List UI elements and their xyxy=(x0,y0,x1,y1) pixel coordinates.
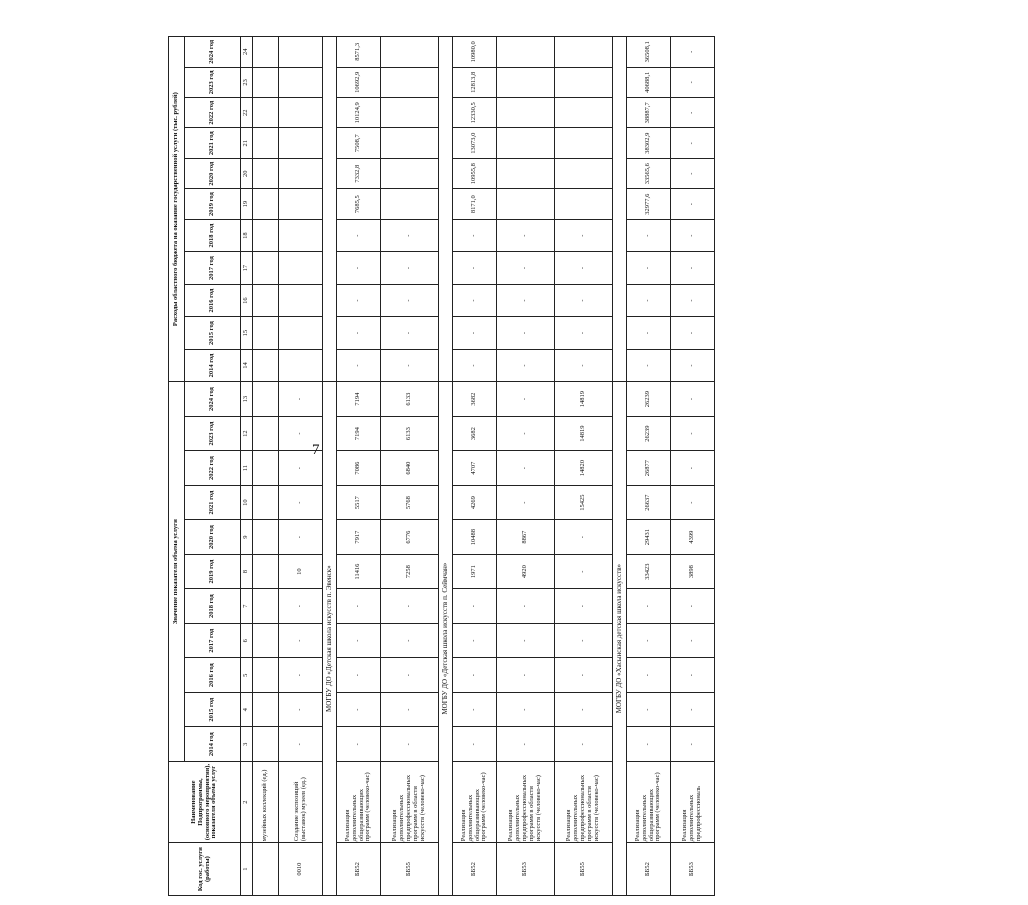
cost-cell: - xyxy=(671,219,715,251)
header-volume-year-0: 2014 год xyxy=(185,727,241,762)
volume-cell: - xyxy=(279,451,323,486)
volume-cell: 15425 xyxy=(555,485,613,520)
volume-cell: 6133 xyxy=(381,416,439,451)
header-volume-year-2: 2016 год xyxy=(185,658,241,693)
cost-cell: - xyxy=(337,284,381,316)
volume-cell: - xyxy=(337,658,381,693)
volume-cell: 33423 xyxy=(627,554,671,589)
cost-cell: - xyxy=(453,284,497,316)
cost-cell: 12330,5 xyxy=(453,98,497,128)
volume-cell: - xyxy=(555,727,613,762)
volume-cell: - xyxy=(671,658,715,693)
cost-cell: - xyxy=(337,252,381,284)
volume-cell: 6776 xyxy=(381,520,439,555)
cost-cell xyxy=(555,128,613,158)
volume-cell xyxy=(253,658,279,693)
service-name: Реализация дополнительных общеразвивающих программ (человеко-час) xyxy=(627,761,671,842)
service-code: ББ52 xyxy=(337,843,381,896)
volume-cell: 7086 xyxy=(337,451,381,486)
column-index-row xyxy=(241,37,253,896)
volume-cell: - xyxy=(671,451,715,486)
volume-cell: 5768 xyxy=(381,485,439,520)
header-volume-group: Значение показателя объема услуги xyxy=(169,382,185,762)
volume-cell: 3898 xyxy=(671,554,715,589)
column-index-20: 20 xyxy=(241,158,253,188)
cost-cell xyxy=(253,317,279,349)
cost-cell xyxy=(253,349,279,381)
volume-cell: - xyxy=(453,658,497,693)
cost-cell: - xyxy=(497,219,555,251)
volume-cell: - xyxy=(337,692,381,727)
cost-cell xyxy=(497,158,555,188)
service-name: Реализация дополнительных общеразвивающих программ (человеко-час) xyxy=(337,761,381,842)
header-volume-year-6: 2020 год xyxy=(185,520,241,555)
table-row xyxy=(671,37,715,896)
volume-cell: - xyxy=(555,658,613,693)
volume-cell: - xyxy=(279,727,323,762)
volume-cell: 5517 xyxy=(337,485,381,520)
cost-cell xyxy=(279,219,323,251)
cost-cell xyxy=(555,67,613,97)
cost-cell: - xyxy=(671,349,715,381)
volume-cell: - xyxy=(497,451,555,486)
volume-cell: - xyxy=(453,727,497,762)
header-volume-year-7: 2021 год xyxy=(185,485,241,520)
volume-cell: - xyxy=(555,520,613,555)
volume-cell: - xyxy=(279,589,323,624)
column-index-4: 4 xyxy=(241,692,253,727)
volume-cell: 26239 xyxy=(627,416,671,451)
volume-cell: 26877 xyxy=(627,451,671,486)
cost-cell: - xyxy=(453,219,497,251)
header-volume-year-4: 2018 год xyxy=(185,589,241,624)
volume-cell: - xyxy=(627,692,671,727)
table-row xyxy=(555,37,613,896)
service-code: ББ52 xyxy=(453,843,497,896)
cost-cell xyxy=(253,189,279,219)
cost-cell: - xyxy=(337,219,381,251)
cost-cell: 8171,0 xyxy=(453,189,497,219)
cost-cell xyxy=(381,128,439,158)
cost-cell: - xyxy=(627,284,671,316)
volume-cell: 10 xyxy=(279,554,323,589)
header-cost-year-10: 2024 год xyxy=(185,37,241,68)
volume-cell xyxy=(253,623,279,658)
column-index-11: 11 xyxy=(241,451,253,486)
volume-cell: - xyxy=(453,692,497,727)
cost-cell: - xyxy=(671,284,715,316)
table-row xyxy=(381,37,439,896)
column-index-8: 8 xyxy=(241,554,253,589)
volume-cell: - xyxy=(627,727,671,762)
header-volume-year-1: 2015 год xyxy=(185,692,241,727)
cost-cell: - xyxy=(381,284,439,316)
column-index-24: 24 xyxy=(241,37,253,68)
service-name: Реализация дополнительных предпрофессиональных программ в области искусств (человеко-час) xyxy=(381,761,439,842)
cost-cell: - xyxy=(337,317,381,349)
institution-band-row xyxy=(613,37,627,896)
cost-cell: 33565,6 xyxy=(627,158,671,188)
column-index-22: 22 xyxy=(241,98,253,128)
volume-cell: - xyxy=(279,382,323,417)
volume-cell: - xyxy=(497,485,555,520)
cost-cell: 7685,5 xyxy=(337,189,381,219)
column-index-21: 21 xyxy=(241,128,253,158)
header-volume-year-3: 2017 год xyxy=(185,623,241,658)
volume-cell: - xyxy=(497,382,555,417)
column-index-6: 6 xyxy=(241,623,253,658)
service-name: Реализация дополнительных общеразвивающих программ (человеко-час) xyxy=(453,761,497,842)
volume-cell: - xyxy=(279,416,323,451)
cost-cell xyxy=(279,67,323,97)
cost-cell: 10692,9 xyxy=(337,67,381,97)
cost-cell: - xyxy=(627,349,671,381)
volume-cell xyxy=(253,692,279,727)
header-cost-year-2: 2016 год xyxy=(185,284,241,316)
cost-cell: - xyxy=(671,252,715,284)
service-code xyxy=(253,843,279,896)
column-index-17: 17 xyxy=(241,252,253,284)
volume-cell: 7194 xyxy=(337,416,381,451)
volume-cell: - xyxy=(381,692,439,727)
volume-cell: - xyxy=(337,589,381,624)
service-code: ББ53 xyxy=(497,843,555,896)
column-index-12: 12 xyxy=(241,416,253,451)
volume-cell: - xyxy=(555,589,613,624)
volume-cell: - xyxy=(453,589,497,624)
header-volume-year-10: 2024 год xyxy=(185,382,241,417)
cost-cell xyxy=(279,37,323,68)
cost-cell xyxy=(381,158,439,188)
column-index-13: 13 xyxy=(241,382,253,417)
volume-cell: 14820 xyxy=(555,451,613,486)
cost-cell: - xyxy=(497,349,555,381)
cost-cell: - xyxy=(497,252,555,284)
header-code: Код гос. услуги (работы) xyxy=(169,843,241,896)
header-cost-year-7: 2021 год xyxy=(185,128,241,158)
table-row xyxy=(337,37,381,896)
table-row xyxy=(497,37,555,896)
volume-cell: - xyxy=(555,623,613,658)
volume-cell: 6133 xyxy=(381,382,439,417)
header-name: Наименование Подпрограммы, (основного мероприятия), показателя объема услуг xyxy=(169,761,241,842)
volume-cell: - xyxy=(671,416,715,451)
service-code: ББ55 xyxy=(381,843,439,896)
volume-cell: 3682 xyxy=(453,382,497,417)
volume-cell: - xyxy=(555,554,613,589)
cost-cell xyxy=(279,189,323,219)
volume-cell xyxy=(253,485,279,520)
cost-cell xyxy=(555,37,613,68)
cost-cell: - xyxy=(453,349,497,381)
institution-band-blank xyxy=(613,37,627,382)
volume-cell: - xyxy=(453,623,497,658)
institution-band-row xyxy=(323,37,337,896)
cost-cell: - xyxy=(671,128,715,158)
volume-cell xyxy=(253,451,279,486)
cost-cell xyxy=(253,128,279,158)
service-name: Реализация дополнительных предпрофессиональных программ в области искусств (человеко-час) xyxy=(497,761,555,842)
volume-cell: - xyxy=(381,623,439,658)
cost-cell: 8571,3 xyxy=(337,37,381,68)
volume-cell xyxy=(253,382,279,417)
cost-cell xyxy=(279,98,323,128)
cost-cell xyxy=(555,98,613,128)
volume-cell: - xyxy=(279,692,323,727)
header-cost-year-9: 2023 год xyxy=(185,67,241,97)
institution-label: МОГБУ ДО «Хасынская детская школа искусств» xyxy=(613,382,627,896)
volume-cell: - xyxy=(671,692,715,727)
column-index-9: 9 xyxy=(241,520,253,555)
cost-cell xyxy=(253,284,279,316)
cost-cell: 38302,9 xyxy=(627,128,671,158)
cost-cell: 40688,1 xyxy=(627,67,671,97)
column-index-16: 16 xyxy=(241,284,253,316)
service-code: 0010 xyxy=(279,843,323,896)
cost-cell xyxy=(497,189,555,219)
column-index-23: 23 xyxy=(241,67,253,97)
header-cost-year-6: 2020 год xyxy=(185,158,241,188)
volume-cell: - xyxy=(497,692,555,727)
institution-band-blank xyxy=(439,37,453,382)
cost-cell: - xyxy=(555,317,613,349)
volume-cell: - xyxy=(497,623,555,658)
service-name: музейных коллекций (ед.) xyxy=(253,761,279,842)
volume-cell xyxy=(253,589,279,624)
cost-cell xyxy=(253,252,279,284)
header-volume-year-8: 2022 год xyxy=(185,451,241,486)
cost-cell xyxy=(253,158,279,188)
service-name: Реализация дополнительных предпрофессиональных программ в области искусств (человеко-час) xyxy=(555,761,613,842)
header-cost-year-1: 2015 год xyxy=(185,317,241,349)
column-index-3: 3 xyxy=(241,727,253,762)
cost-cell: 38887,7 xyxy=(627,98,671,128)
cost-cell: - xyxy=(555,252,613,284)
volume-cell: 4707 xyxy=(453,451,497,486)
cost-cell: 7332,8 xyxy=(337,158,381,188)
cost-cell xyxy=(279,158,323,188)
volume-cell: - xyxy=(279,623,323,658)
volume-cell: 3682 xyxy=(453,416,497,451)
cost-cell xyxy=(497,37,555,68)
volume-cell: - xyxy=(671,623,715,658)
column-index-19: 19 xyxy=(241,189,253,219)
cost-cell xyxy=(253,219,279,251)
cost-cell xyxy=(497,128,555,158)
institution-band-blank xyxy=(323,37,337,382)
volume-cell: - xyxy=(627,589,671,624)
cost-cell xyxy=(381,189,439,219)
volume-cell: - xyxy=(279,520,323,555)
volume-cell xyxy=(253,520,279,555)
column-index-18: 18 xyxy=(241,219,253,251)
header-cost-year-3: 2017 год xyxy=(185,252,241,284)
service-code: ББ52 xyxy=(627,843,671,896)
cost-cell: 10124,9 xyxy=(337,98,381,128)
volume-cell: - xyxy=(671,382,715,417)
service-code: ББ55 xyxy=(555,843,613,896)
cost-cell: - xyxy=(671,37,715,68)
column-index-2: 2 xyxy=(241,761,253,842)
cost-cell: - xyxy=(627,219,671,251)
header-volume-year-5: 2019 год xyxy=(185,554,241,589)
cost-cell: - xyxy=(381,349,439,381)
column-index-10: 10 xyxy=(241,485,253,520)
volume-cell: - xyxy=(627,623,671,658)
cost-cell: - xyxy=(453,317,497,349)
cost-cell: - xyxy=(627,317,671,349)
cost-cell: - xyxy=(381,317,439,349)
volume-cell: - xyxy=(381,589,439,624)
service-name: Реализация дополнительных предпрофессиональ xyxy=(671,761,715,842)
volume-cell: - xyxy=(279,658,323,693)
service-code: ББ53 xyxy=(671,843,715,896)
column-index-1: 1 xyxy=(241,843,253,896)
rotated-table-container xyxy=(168,39,1028,896)
cost-cell: 10980,0 xyxy=(453,37,497,68)
header-costs-group: Расходы областного бюджета на оказание государственной услуги (тыс. рублей) xyxy=(169,37,185,382)
volume-cell: 7258 xyxy=(381,554,439,589)
table-row xyxy=(279,37,323,896)
cost-cell: - xyxy=(337,349,381,381)
cost-cell: - xyxy=(627,252,671,284)
cost-cell: - xyxy=(671,67,715,97)
volume-cell xyxy=(253,554,279,589)
cost-cell xyxy=(555,158,613,188)
volume-cell: - xyxy=(381,727,439,762)
cost-cell: - xyxy=(497,284,555,316)
cost-cell xyxy=(497,67,555,97)
volume-cell: 26239 xyxy=(627,382,671,417)
volume-cell: - xyxy=(381,658,439,693)
volume-cell: - xyxy=(671,727,715,762)
cost-cell: 36508,1 xyxy=(627,37,671,68)
volume-cell xyxy=(253,727,279,762)
volume-cell: - xyxy=(497,416,555,451)
volume-cell xyxy=(253,416,279,451)
cost-cell xyxy=(279,349,323,381)
volume-cell: 6840 xyxy=(381,451,439,486)
volume-cell: 7917 xyxy=(337,520,381,555)
page-number: 7 xyxy=(312,442,320,458)
service-name: Создание экспозиций (выставок) музеев (ед.) xyxy=(279,761,323,842)
volume-cell: 14819 xyxy=(555,416,613,451)
volume-cell: 14819 xyxy=(555,382,613,417)
volume-cell: - xyxy=(497,727,555,762)
cost-cell xyxy=(381,67,439,97)
institution-label: МОГБУ ДО «Детская школа искусств п. Эвенск» xyxy=(323,382,337,896)
cost-cell xyxy=(555,189,613,219)
services-table xyxy=(168,36,715,896)
volume-cell: 4920 xyxy=(497,554,555,589)
volume-cell: 10488 xyxy=(453,520,497,555)
header-cost-year-4: 2018 год xyxy=(185,219,241,251)
cost-cell xyxy=(381,37,439,68)
table-body xyxy=(253,37,715,896)
cost-cell: - xyxy=(671,158,715,188)
cost-cell xyxy=(253,98,279,128)
volume-cell: 4399 xyxy=(671,520,715,555)
header-volume-year-9: 2023 год xyxy=(185,416,241,451)
cost-cell: 13073,0 xyxy=(453,128,497,158)
column-index-5: 5 xyxy=(241,658,253,693)
header-cost-year-5: 2019 год xyxy=(185,189,241,219)
volume-cell: 8867 xyxy=(497,520,555,555)
volume-cell: - xyxy=(555,692,613,727)
cost-cell: 10955,8 xyxy=(453,158,497,188)
volume-cell: - xyxy=(497,658,555,693)
volume-cell: 4269 xyxy=(453,485,497,520)
cost-cell: - xyxy=(555,219,613,251)
cost-cell: - xyxy=(671,98,715,128)
volume-cell: - xyxy=(279,485,323,520)
cost-cell: - xyxy=(453,252,497,284)
cost-cell: 12813,8 xyxy=(453,67,497,97)
column-index-7: 7 xyxy=(241,589,253,624)
volume-cell: 26637 xyxy=(627,485,671,520)
table-row xyxy=(453,37,497,896)
volume-cell: - xyxy=(337,623,381,658)
cost-cell: - xyxy=(381,252,439,284)
volume-cell: - xyxy=(671,589,715,624)
cost-cell xyxy=(279,128,323,158)
cost-cell: - xyxy=(497,317,555,349)
cost-cell: 32977,6 xyxy=(627,189,671,219)
volume-cell: 1971 xyxy=(453,554,497,589)
volume-cell: - xyxy=(671,485,715,520)
volume-cell: 11416 xyxy=(337,554,381,589)
volume-cell: - xyxy=(627,658,671,693)
institution-band-row xyxy=(439,37,453,896)
table-row xyxy=(627,37,671,896)
column-index-15: 15 xyxy=(241,317,253,349)
cost-cell xyxy=(253,37,279,68)
header-cost-year-8: 2022 год xyxy=(185,98,241,128)
cost-cell xyxy=(279,317,323,349)
volume-cell: - xyxy=(337,727,381,762)
volume-cell: 7194 xyxy=(337,382,381,417)
cost-cell xyxy=(381,98,439,128)
table-row xyxy=(253,37,279,896)
cost-cell: - xyxy=(555,349,613,381)
cost-cell: - xyxy=(555,284,613,316)
cost-cell: - xyxy=(381,219,439,251)
institution-label: МОГБУ ДО «Детская школа искусств п. Сеймчан» xyxy=(439,382,453,896)
cost-cell xyxy=(497,98,555,128)
cost-cell xyxy=(279,284,323,316)
cost-cell: - xyxy=(671,317,715,349)
volume-cell: 29431 xyxy=(627,520,671,555)
volume-cell: - xyxy=(497,589,555,624)
cost-cell: - xyxy=(671,189,715,219)
cost-cell xyxy=(279,252,323,284)
cost-cell xyxy=(253,67,279,97)
cost-cell: 7508,7 xyxy=(337,128,381,158)
header-cost-year-0: 2014 год xyxy=(185,349,241,381)
column-index-14: 14 xyxy=(241,349,253,381)
